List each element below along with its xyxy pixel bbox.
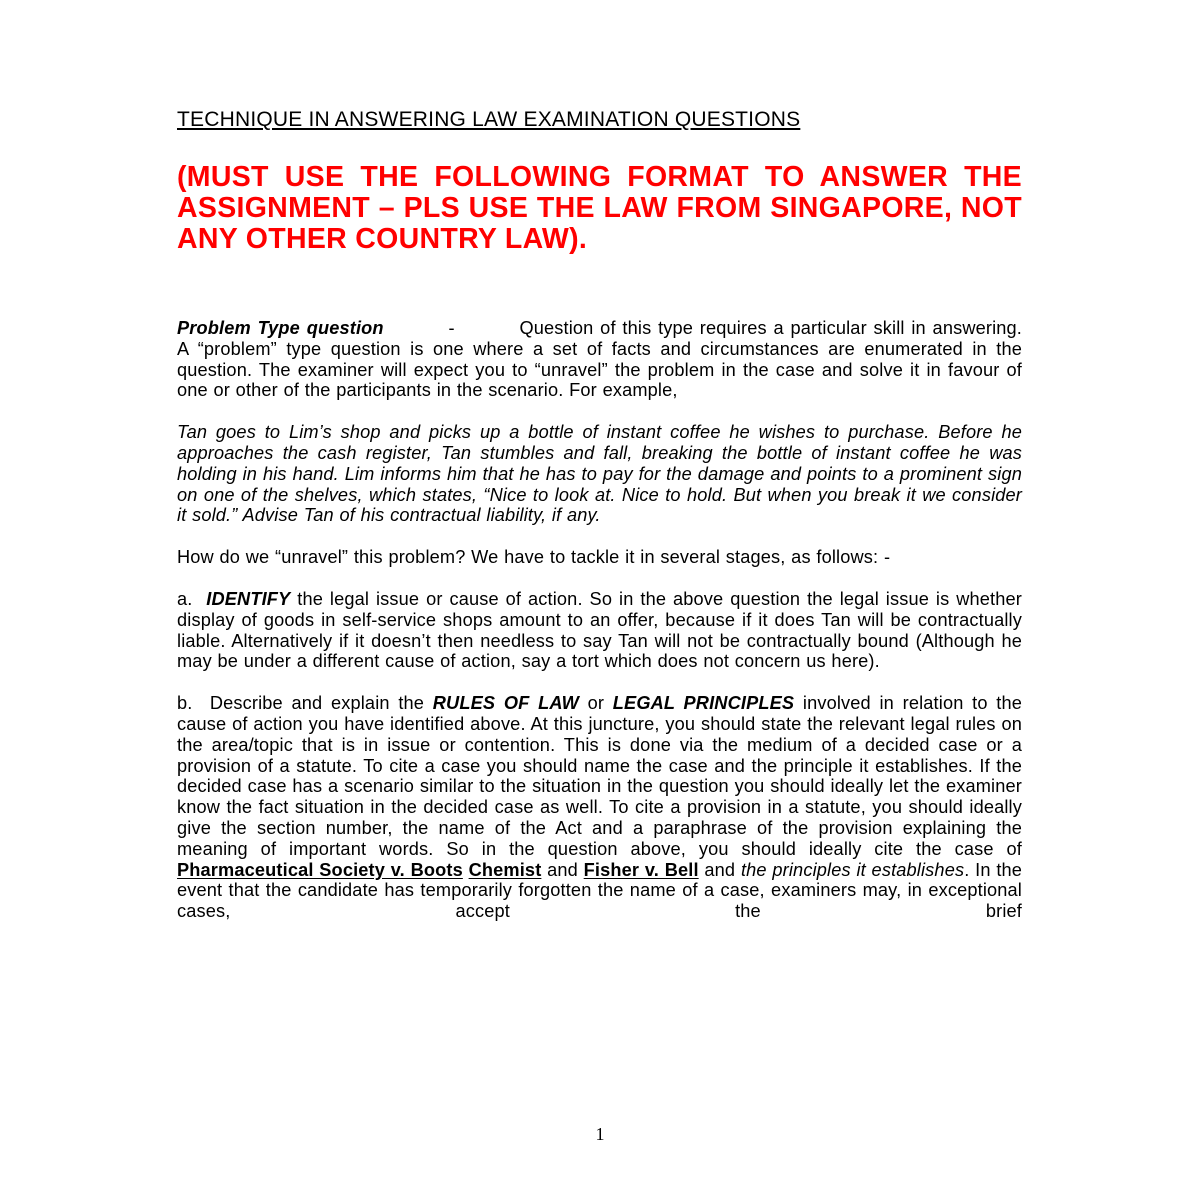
page-number: 1	[595, 1124, 605, 1144]
example-paragraph: Tan goes to Lim’s shop and picks up a bottle of instant coffee he wishes to purchase. Before he approaches the cash register, Tan stumbles and fall, breaking the bottle of instant coffee he was holding in his hand. Lim informs him that he has to pay for the damage and points to a prominent sign on one of the shelves, which states, “Nice to look at. Nice to hold. But when you break it we consider it sold.” Advise Tan of his contractual liability, if any.	[177, 422, 1022, 526]
problem-type-paragraph	[177, 318, 1022, 401]
step-b-text2: involved in relation to the cause of action you have identified above. At this juncture, you should state the relevant legal rules on the area/topic that is in issue or contention. This is done via the medium of a decided case or a provision of a statute. To cite a case you should name the case and the principle it establishes. If the decided case has a scenario similar to the situation in the question you should ideally let the examiner know the fact situation in the decided case as well. To cite a provision in a statute, you should ideally give the section number, the name of the Act and a paraphrase of the provision explaining the meaning of important words. So in the question above, you should ideally cite the case of	[177, 693, 1023, 859]
step-a-label: a.	[177, 588, 193, 609]
document-title: TECHNIQUE IN ANSWERING LAW EXAMINATION QUESTIONS	[177, 108, 801, 131]
step-a-text: the legal issue or cause of action. So in the above question the legal issue is whether display of goods in self-service shops amount to an offer, because if it does Tan will be contractually liable. Alternatively if it doesn’t then needless to say Tan will not be contractually bound (Although he may be under a different cause of action, say a tort which does not concern us here).	[177, 588, 1022, 672]
step-a-paragraph	[177, 589, 1022, 672]
problem-type-dash: -	[448, 318, 455, 338]
step-b-principles: the principles it establishes	[740, 859, 965, 880]
case-fisher-bell: Fisher v. Bell	[583, 859, 699, 880]
step-a-keyword: IDENTIFY	[206, 588, 291, 609]
step-b-text1: Describe and explain the	[209, 693, 425, 714]
step-b-and: and	[547, 859, 578, 880]
step-b-or: or	[587, 693, 605, 714]
case-boots-chemist: Chemist	[468, 859, 542, 880]
document-page	[177, 108, 1022, 922]
step-b-text3: . In the event that the candidate has temporarily forgotten the name of a case, examiners may, in exceptional cases, accept the brief	[177, 859, 1023, 922]
format-warning: (MUST USE THE FOLLOWING FORMAT TO ANSWER THE ASSIGNMENT – PLS USE THE LAW FROM SINGAPORE, NOT ANY OTHER COUNTRY LAW).	[177, 161, 1022, 255]
step-b-and-2: and	[704, 859, 736, 880]
step-b-paragraph	[177, 693, 1022, 922]
step-b-keyword-rules: RULES OF LAW	[432, 693, 579, 714]
case-boots: Pharmaceutical Society v. Boots	[177, 859, 463, 880]
step-b-keyword-principles: LEGAL PRINCIPLES	[612, 693, 795, 714]
step-b-label: b.	[177, 693, 193, 714]
how-paragraph: How do we “unravel” this problem? We have to tackle it in several stages, as follows: -	[177, 547, 891, 568]
problem-type-heading: Problem Type question	[177, 318, 384, 338]
problem-type-text: Question of this type requires a particular skill in answering. A “problem” type question is one where a set of facts and circumstances are enumerated in the question. The examiner will expect you to “unravel” the problem in the case and solve it in favour of one or other of the participants in the scenario. For example,	[177, 318, 1023, 401]
